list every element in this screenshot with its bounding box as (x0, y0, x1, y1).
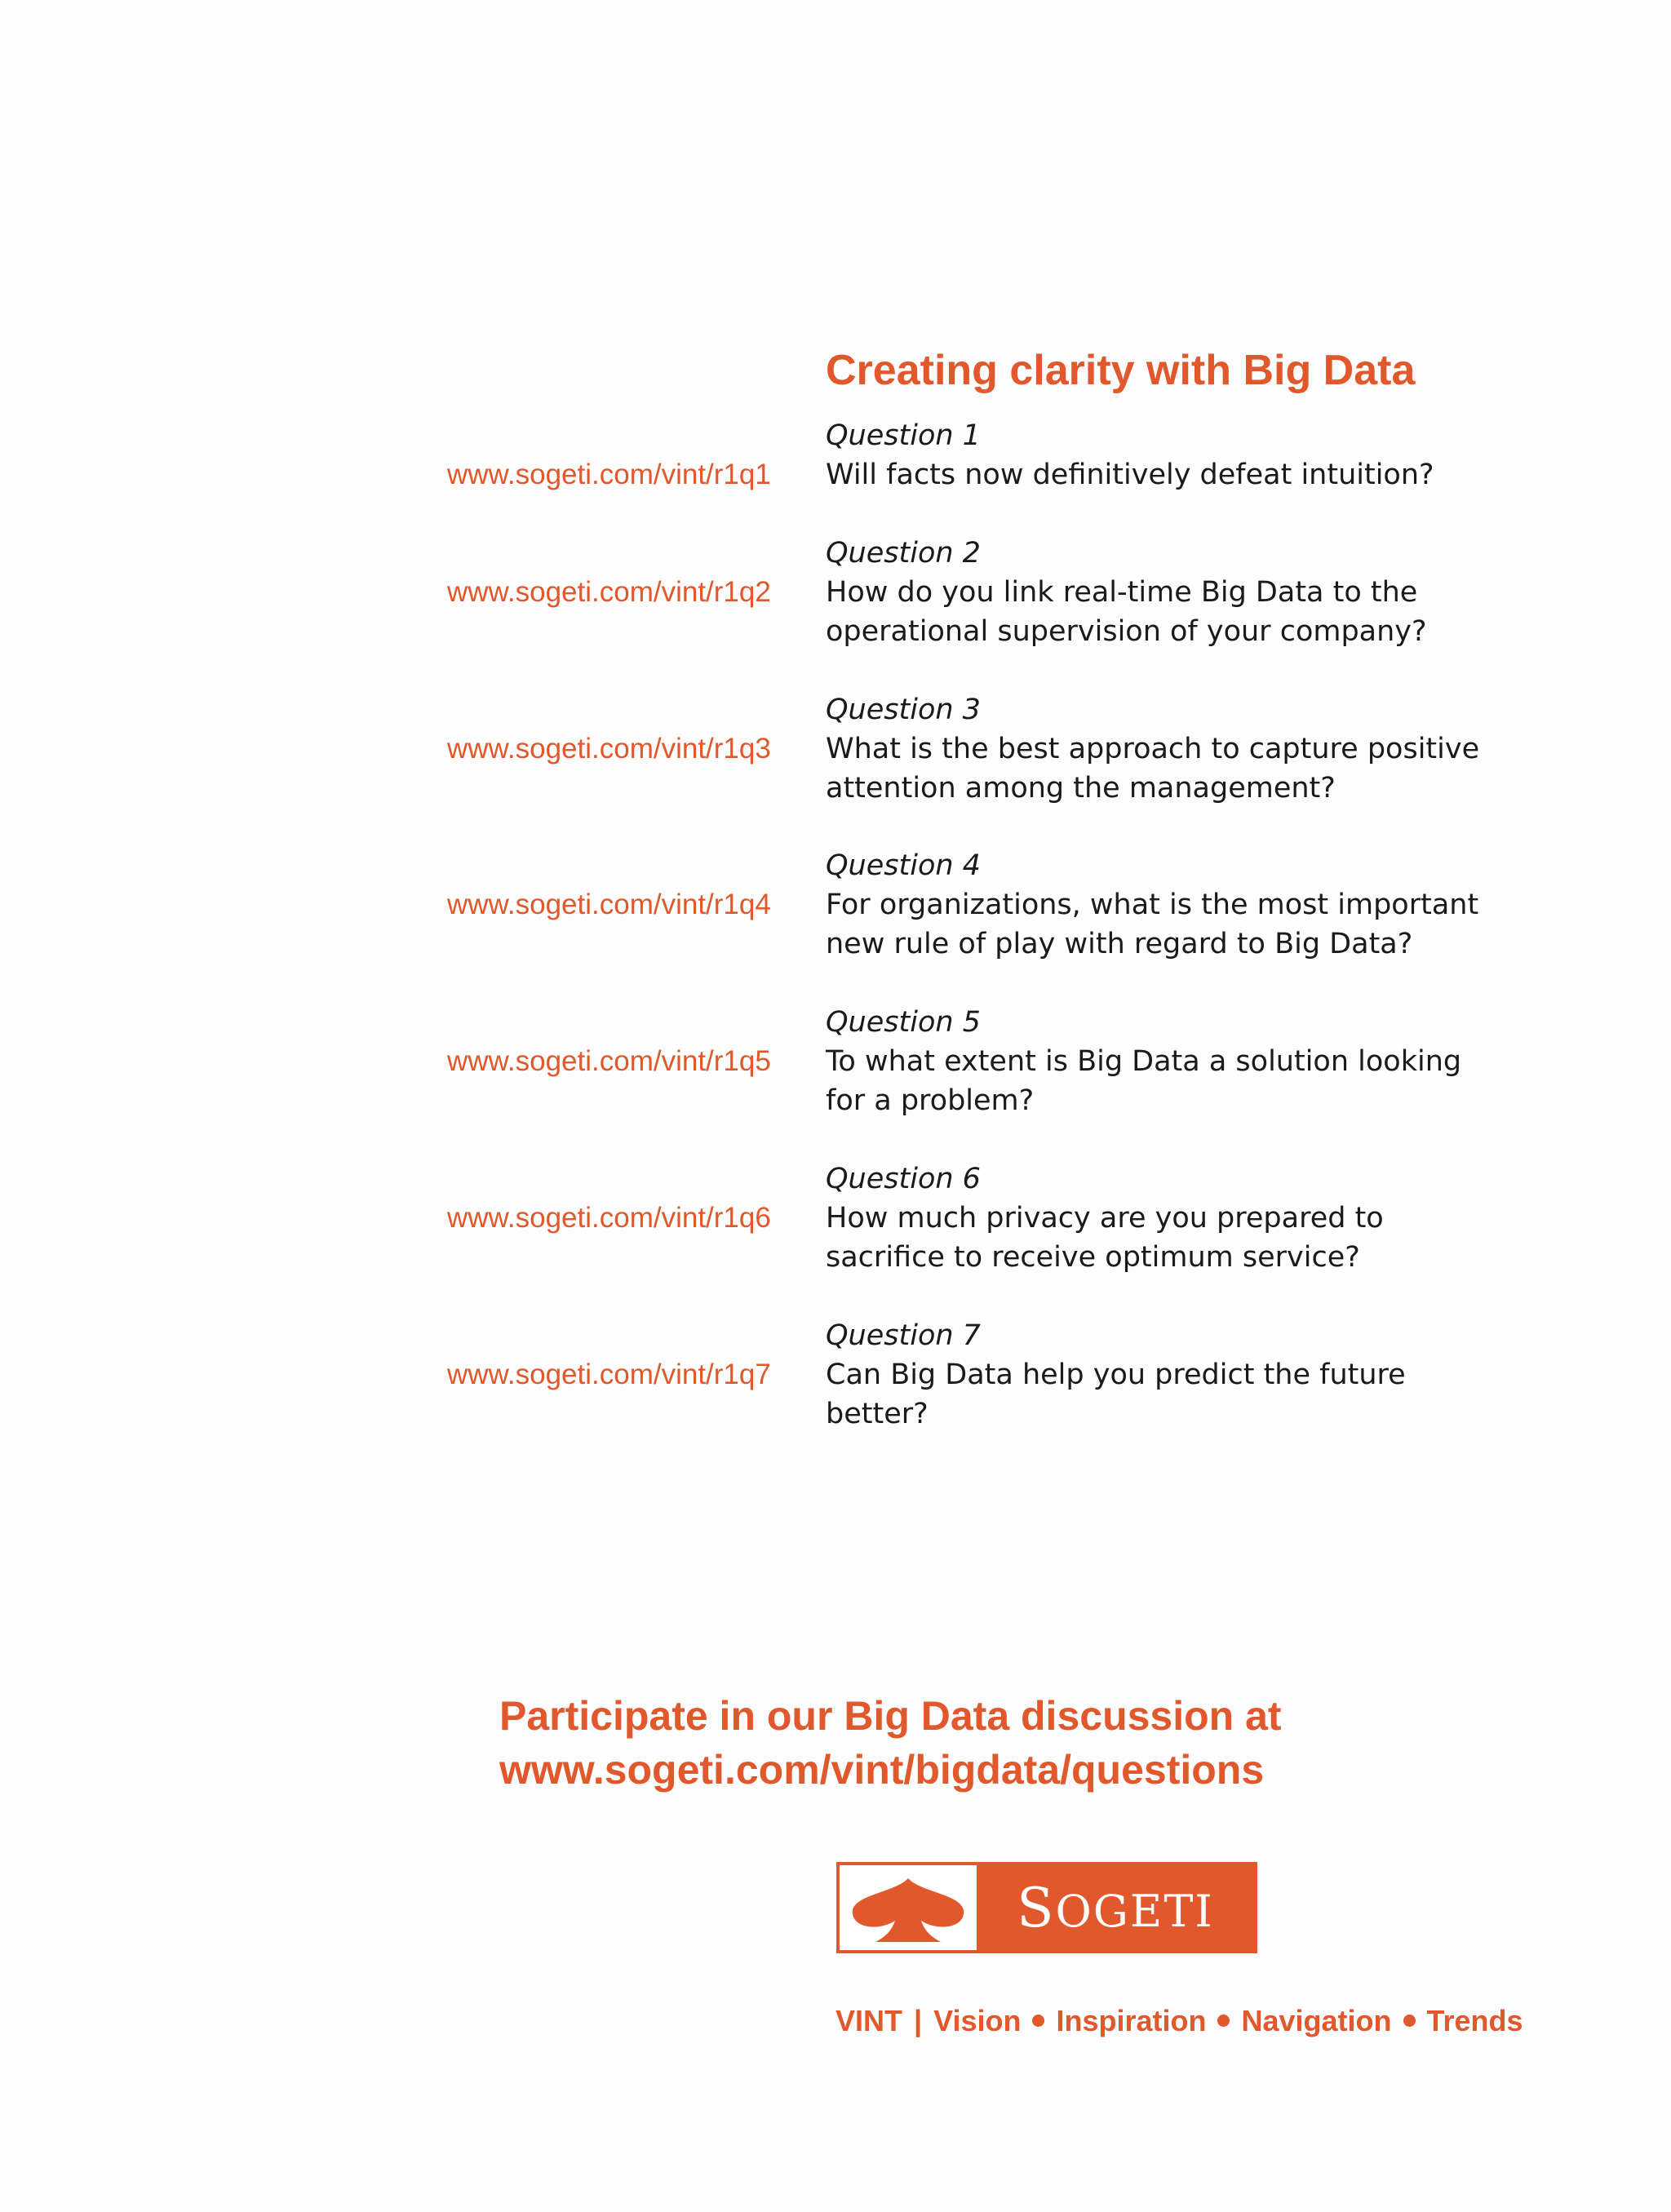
question-label: Question 2 (826, 537, 981, 570)
logo-spade-panel (840, 1865, 977, 1950)
question-text: Will facts now definitively defeat intuition? (826, 459, 1434, 491)
question-text: What is the best approach to capture positive attention among the management? (826, 733, 1480, 805)
cta-line-1: Participate in our Big Data discussion at (499, 1693, 1282, 1739)
tagline-item: Inspiration (1056, 2004, 1207, 2037)
call-to-action (499, 1689, 1282, 1797)
question-text: For organizations, what is the most important new rule of play with regard to Big Data? (826, 889, 1479, 960)
bullet-dot-icon (1403, 2015, 1416, 2027)
question-text: To what extent is Big Data a solution looking for a problem? (826, 1045, 1462, 1117)
tagline (836, 2004, 1523, 2038)
question-link[interactable]: www.sogeti.com/vint/r1q1 (447, 459, 771, 490)
question-label: Question 5 (826, 1006, 981, 1039)
bullet-dot-icon (1217, 2015, 1230, 2027)
question-text: How much privacy are you prepared to sacrifice to receive optimum service? (826, 1202, 1384, 1274)
spade-icon (840, 1865, 977, 1950)
bullet-dot-icon (1032, 2015, 1044, 2027)
question-text: How do you link real-time Big Data to the operational supervision of your company? (826, 576, 1427, 648)
question-link[interactable]: www.sogeti.com/vint/r1q6 (447, 1202, 771, 1234)
tagline-item: Trends (1426, 2004, 1523, 2037)
tagline-separator: | (914, 2004, 923, 2037)
question-link[interactable]: www.sogeti.com/vint/r1q3 (447, 733, 771, 765)
question-link[interactable]: www.sogeti.com/vint/r1q4 (447, 889, 771, 920)
question-link[interactable]: www.sogeti.com/vint/r1q2 (447, 576, 771, 608)
cta-url[interactable]: www.sogeti.com/vint/bigdata/questions (499, 1747, 1265, 1793)
question-link[interactable]: www.sogeti.com/vint/r1q7 (447, 1359, 771, 1390)
question-label: Question 1 (826, 419, 981, 452)
tagline-item: Navigation (1241, 2004, 1392, 2037)
logo-wordmark: SOGETI (1017, 1876, 1214, 1939)
question-link[interactable]: www.sogeti.com/vint/r1q5 (447, 1045, 771, 1077)
question-label: Question 4 (826, 849, 981, 882)
tagline-brand: VINT (836, 2004, 903, 2037)
page-title: Creating clarity with Big Data (826, 347, 1416, 394)
logo-wordmark-panel (977, 1865, 1254, 1950)
tagline-item: Vision (933, 2004, 1022, 2037)
question-label: Question 6 (826, 1163, 981, 1195)
sogeti-logo (836, 1862, 1257, 1953)
question-label: Question 7 (826, 1319, 981, 1352)
question-text: Can Big Data help you predict the future better? (826, 1359, 1406, 1430)
question-label: Question 3 (826, 694, 981, 726)
